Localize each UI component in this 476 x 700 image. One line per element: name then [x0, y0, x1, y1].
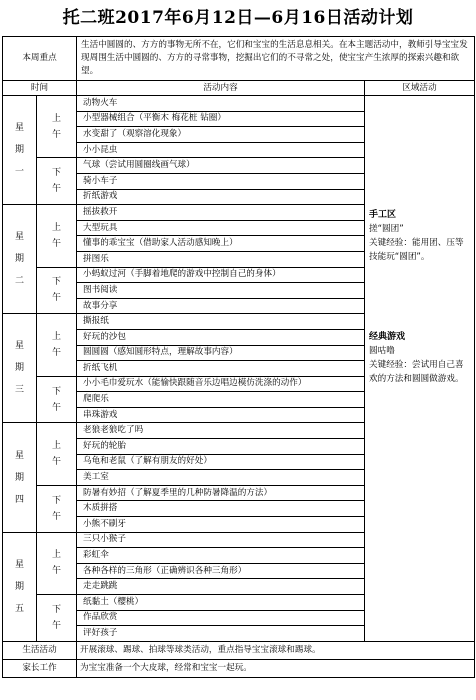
- activity-item: 摇拔救开: [77, 205, 365, 221]
- activity-item: 老狼老狼吃了吗: [77, 423, 365, 439]
- area-activity-cell: [365, 96, 475, 642]
- activity-item: 图书阅读: [77, 283, 365, 299]
- header-content: 活动内容: [77, 81, 365, 96]
- activity-item: 懂事的乖宝宝（借助家人活动感知晚上）: [77, 236, 365, 252]
- afternoon-label: 下 午: [37, 485, 77, 532]
- area-block2-name: 圆咕噜: [369, 346, 395, 356]
- area-block2-exp: 关键经验：尝试用自己喜欢的方法和圆圆做游戏。: [369, 360, 464, 384]
- activity-item: 防暑有妙招（了解夏季里的几种防暑降温的方法）: [77, 485, 365, 501]
- day-label: 星 期 三: [3, 314, 37, 423]
- area-block1-exp: 关键经验：能用团、压等技能玩“圆团”。: [369, 238, 464, 262]
- activity-item: 乌龟和老鼠（了解有朋友的好处）: [77, 454, 365, 470]
- activity-item: 大型玩具: [77, 220, 365, 236]
- activity-item: 圆圆圆（感知圆形特点，理解故事内容）: [77, 345, 365, 361]
- life-label: 生活活动: [3, 641, 77, 659]
- header-time: 时间: [3, 81, 77, 96]
- area-block2-title: 经典游戏: [369, 332, 406, 342]
- activity-item: 拼图乐: [77, 251, 365, 267]
- header-area: 区域活动: [365, 81, 475, 96]
- parent-text: 为宝宝准备一个大皮球，经常和宝宝一起玩。: [77, 659, 475, 677]
- activity-item: 水变甜了（观察溶化现象）: [77, 127, 365, 143]
- morning-label: 上 午: [37, 314, 77, 376]
- focus-label: 本周重点: [3, 37, 77, 81]
- activity-item: 小小毛巾爱玩水（能愉快跟随音乐边唱边模仿洗涤的动作）: [77, 376, 365, 392]
- activity-item: 小型器械组合（平衡木 梅花桩 钻圈）: [77, 111, 365, 127]
- activity-row: [3, 96, 475, 112]
- afternoon-label: 下 午: [37, 267, 77, 314]
- day-label: 星 期 二: [3, 205, 37, 314]
- afternoon-label: 下 午: [37, 595, 77, 642]
- activity-item: 各种各样的三角形（正确辨识各种三角形）: [77, 563, 365, 579]
- area-block1-title: 手工区: [369, 210, 397, 220]
- activity-item: 小蚂蚁过河（手脚着地爬的游戏中控制自己的身体）: [77, 267, 365, 283]
- activity-item: 动物火车: [77, 96, 365, 112]
- activity-item: 折纸游戏: [77, 189, 365, 205]
- activity-item: 评好孩子: [77, 626, 365, 642]
- life-text: 开展滚球、踢球、拍球等球类活动，重点指导宝宝滚球和踢球。: [77, 641, 475, 659]
- activity-item: 作品欣赏: [77, 610, 365, 626]
- activity-item: 折纸飞机: [77, 361, 365, 377]
- focus-row: [3, 37, 475, 81]
- header-row: [3, 81, 475, 96]
- activity-item: 串珠游戏: [77, 407, 365, 423]
- activity-item: 爬爬乐: [77, 392, 365, 408]
- activity-item: 好玩的轮胎: [77, 439, 365, 455]
- activity-item: 好玩的沙包: [77, 329, 365, 345]
- day-label: 星 期 五: [3, 532, 37, 641]
- activity-item: 走走跳跳: [77, 579, 365, 595]
- morning-label: 上 午: [37, 532, 77, 594]
- morning-label: 上 午: [37, 423, 77, 485]
- morning-label: 上 午: [37, 96, 77, 158]
- page-title: 托二班2017年6月12日—6月16日活动计划: [62, 8, 414, 28]
- activity-item: 骑小车子: [77, 173, 365, 189]
- activity-item: 美工室: [77, 470, 365, 486]
- activity-item: 气球（尝试用圆圈线画气球）: [77, 158, 365, 174]
- weekly-plan-table: [2, 36, 475, 678]
- parent-label: 家长工作: [3, 659, 77, 677]
- focus-text: 生活中圆圆的、方方的事物无所不在，它们和宝宝的生活息息相关。在本主题活动中，教师引导宝宝发现周围生活中圆圆的、方方的寻常事物，挖掘出它们的不寻常之处，使宝宝产生浓厚的探索兴趣和欲望。: [77, 37, 475, 81]
- afternoon-label: 下 午: [37, 158, 77, 205]
- afternoon-label: 下 午: [37, 376, 77, 423]
- area-block1-name: 搓“圆团”: [369, 224, 404, 234]
- activity-item: 小熊不刷牙: [77, 517, 365, 533]
- activity-item: 故事分享: [77, 298, 365, 314]
- activity-item: 彩虹伞: [77, 548, 365, 564]
- activity-item: 纸黏土（樱桃）: [77, 595, 365, 611]
- parent-row: [3, 659, 475, 677]
- activity-item: 三只小猴子: [77, 532, 365, 548]
- day-label: 星 期 一: [3, 96, 37, 205]
- activity-item: 小小昆虫: [77, 142, 365, 158]
- morning-label: 上 午: [37, 205, 77, 267]
- day-label: 星 期 四: [3, 423, 37, 532]
- activity-item: 撕报纸: [77, 314, 365, 330]
- life-row: [3, 641, 475, 659]
- activity-item: 木质拼搭: [77, 501, 365, 517]
